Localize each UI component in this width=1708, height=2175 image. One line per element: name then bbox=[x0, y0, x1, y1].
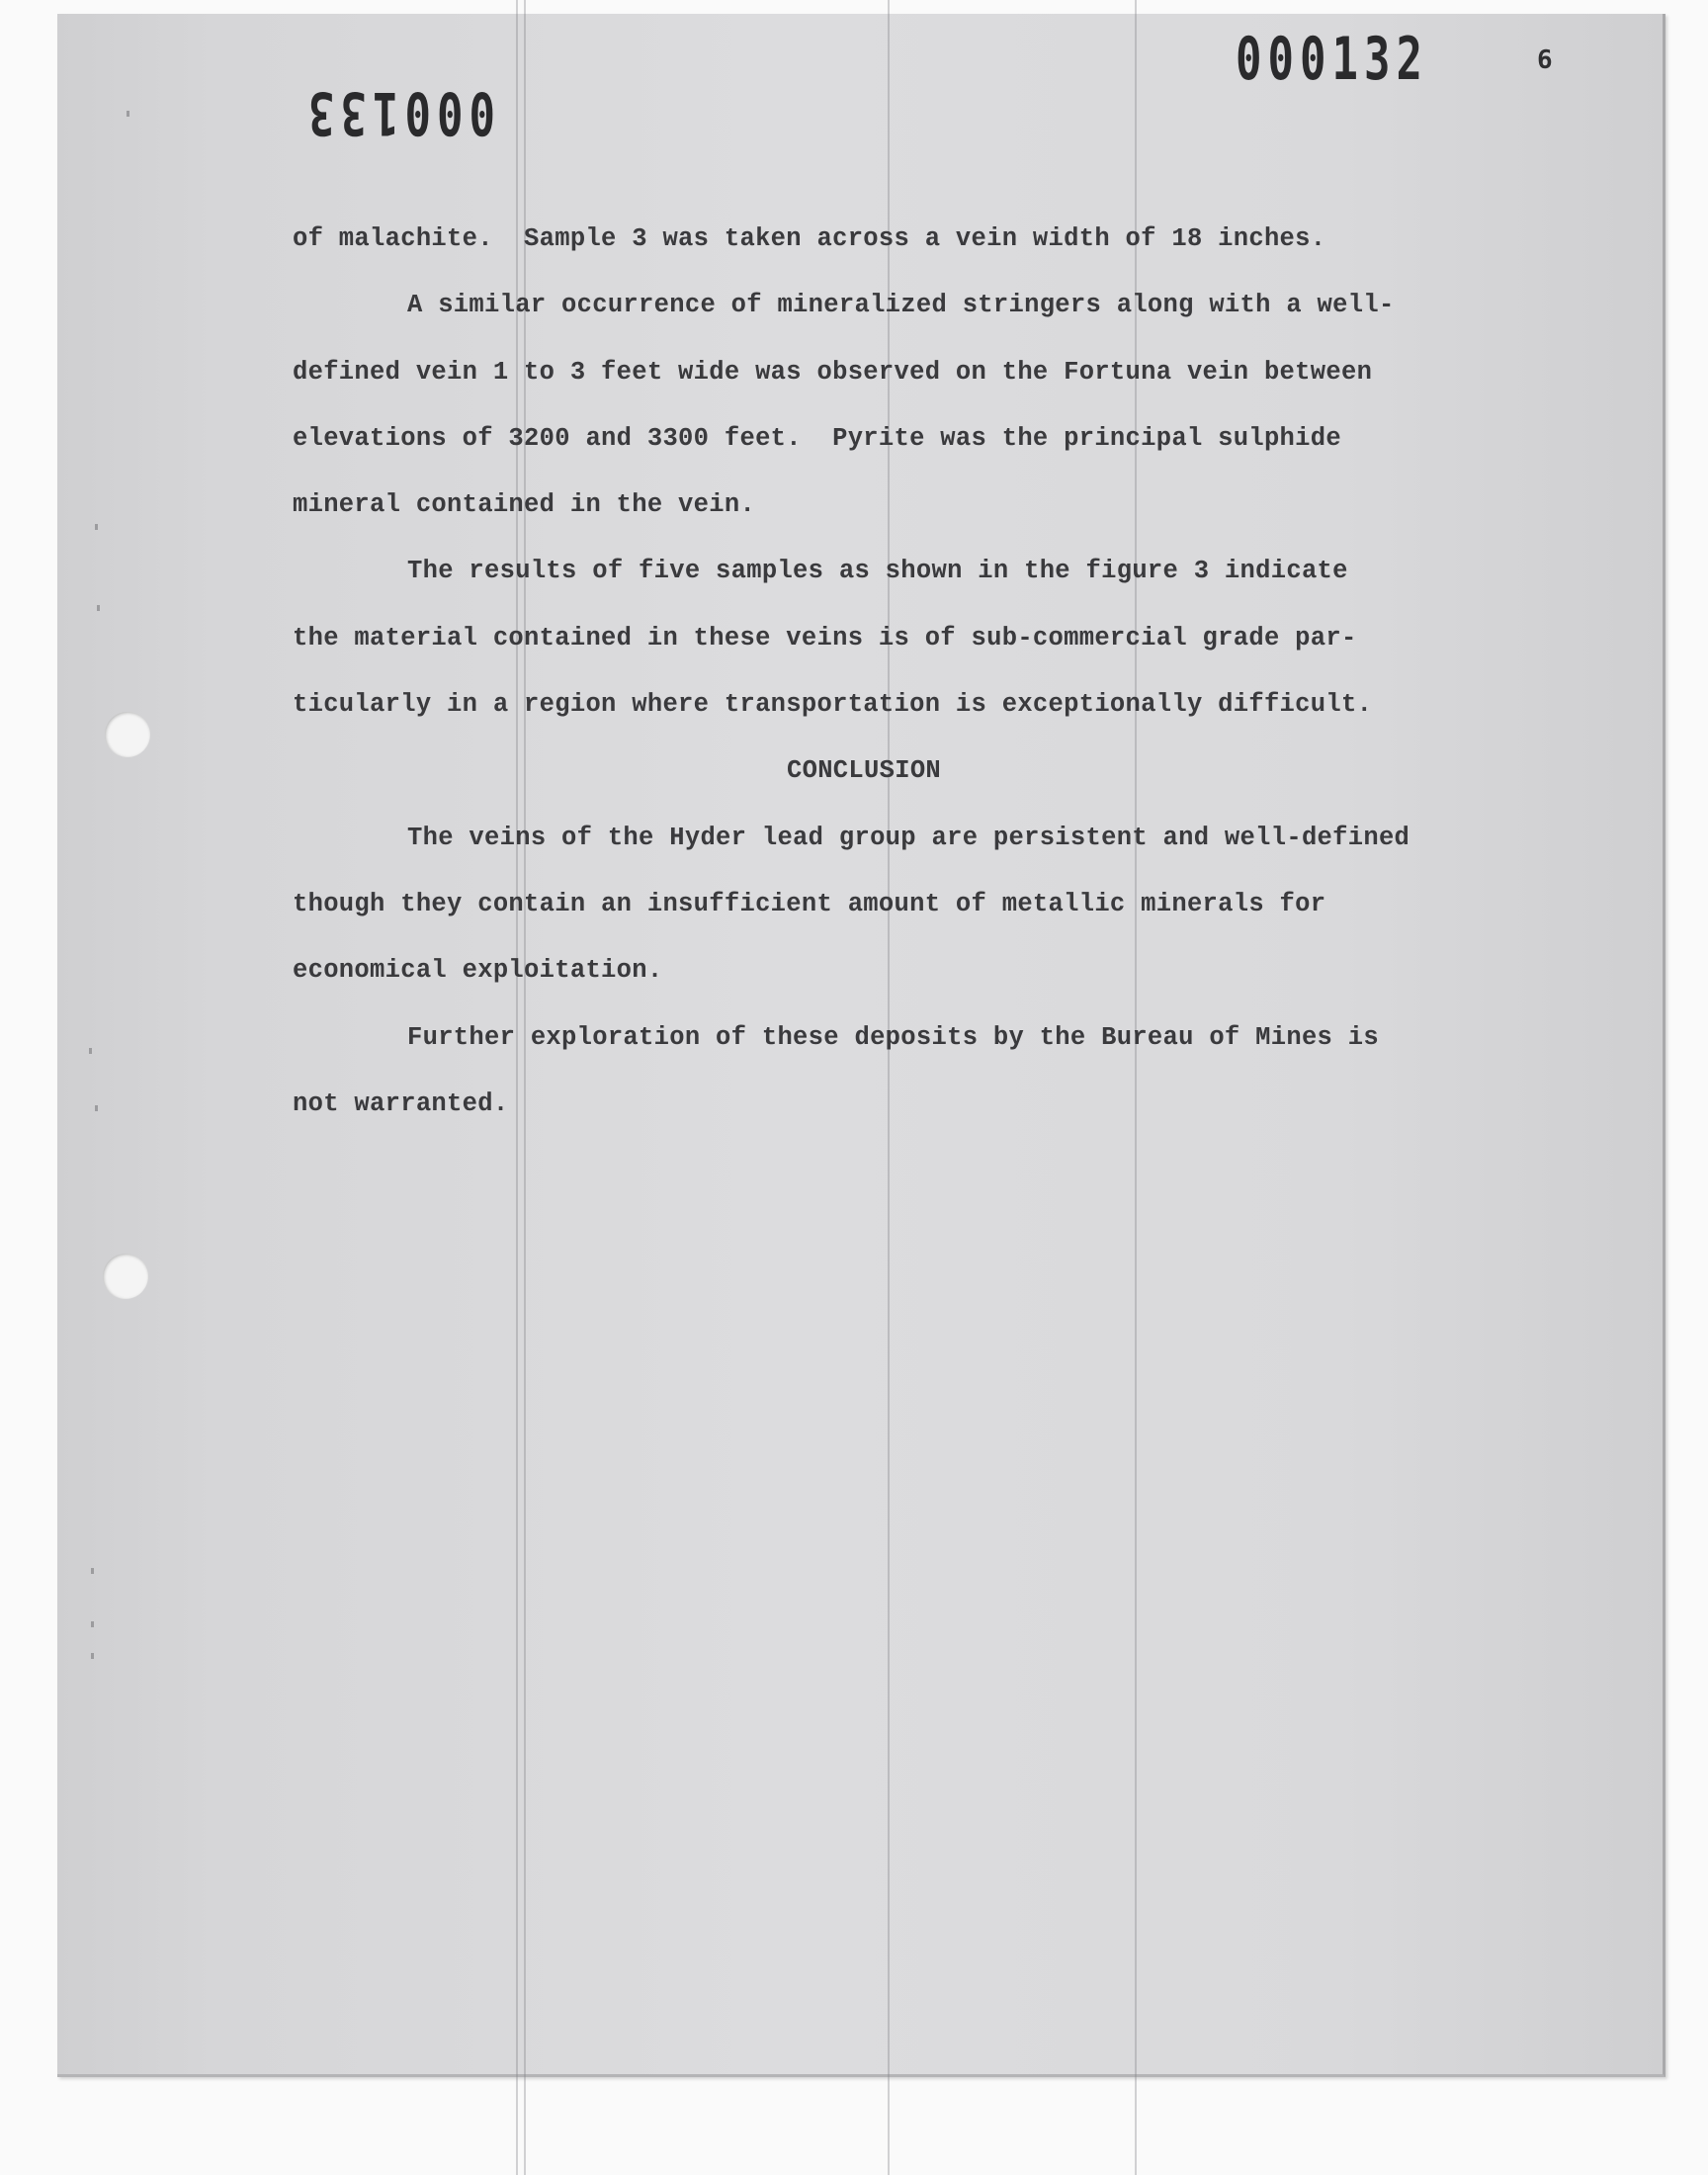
paragraph-first-line: Further exploration of these deposits by the Bureau of Mines is bbox=[407, 1022, 1379, 1052]
scan-speck bbox=[95, 524, 98, 530]
text-line: economical exploitation. bbox=[293, 956, 663, 986]
scan-speck bbox=[89, 1048, 92, 1054]
paragraph-first-line: The results of five samples as shown in the figure 3 indicate bbox=[407, 557, 1348, 586]
paragraph-first-line: The veins of the Hyder lead group are persistent and well-defined bbox=[407, 823, 1410, 852]
document-body bbox=[293, 206, 1538, 1137]
text-line: the material contained in these veins is of sub-commercial grade par- bbox=[293, 623, 1357, 652]
punch-hole bbox=[105, 712, 150, 757]
page-number: 6 bbox=[1537, 45, 1553, 75]
text-line: of malachite. Sample 3 was taken across a vein width of 18 inches. bbox=[293, 224, 1326, 253]
text-line: mineral contained in the vein. bbox=[293, 490, 756, 520]
scan-speck bbox=[91, 1568, 94, 1574]
scan-speck bbox=[95, 1105, 98, 1111]
text-line: elevations of 3200 and 3300 feet. Pyrite was the principal sulphide bbox=[293, 423, 1341, 453]
text-line: though they contain an insufficient amount of metallic minerals for bbox=[293, 889, 1326, 918]
scan-speck bbox=[127, 111, 129, 117]
section-heading: CONCLUSION bbox=[787, 756, 942, 786]
text-line: not warranted. bbox=[293, 1088, 509, 1118]
text-line: defined vein 1 to 3 feet wide was observed on the Fortuna vein between bbox=[293, 357, 1373, 387]
scan-speck bbox=[91, 1653, 94, 1659]
scan-speck bbox=[91, 1621, 94, 1627]
punch-hole bbox=[103, 1254, 148, 1299]
paragraph-first-line: A similar occurrence of mineralized stringers along with a well- bbox=[407, 291, 1395, 320]
document-number-stamp: 000132 bbox=[1236, 26, 1428, 94]
document-number-stamp-inverted: 000133 bbox=[302, 78, 495, 146]
scan-speck bbox=[97, 605, 100, 611]
text-line: ticularly in a region where transportation is exceptionally difficult. bbox=[293, 690, 1373, 720]
